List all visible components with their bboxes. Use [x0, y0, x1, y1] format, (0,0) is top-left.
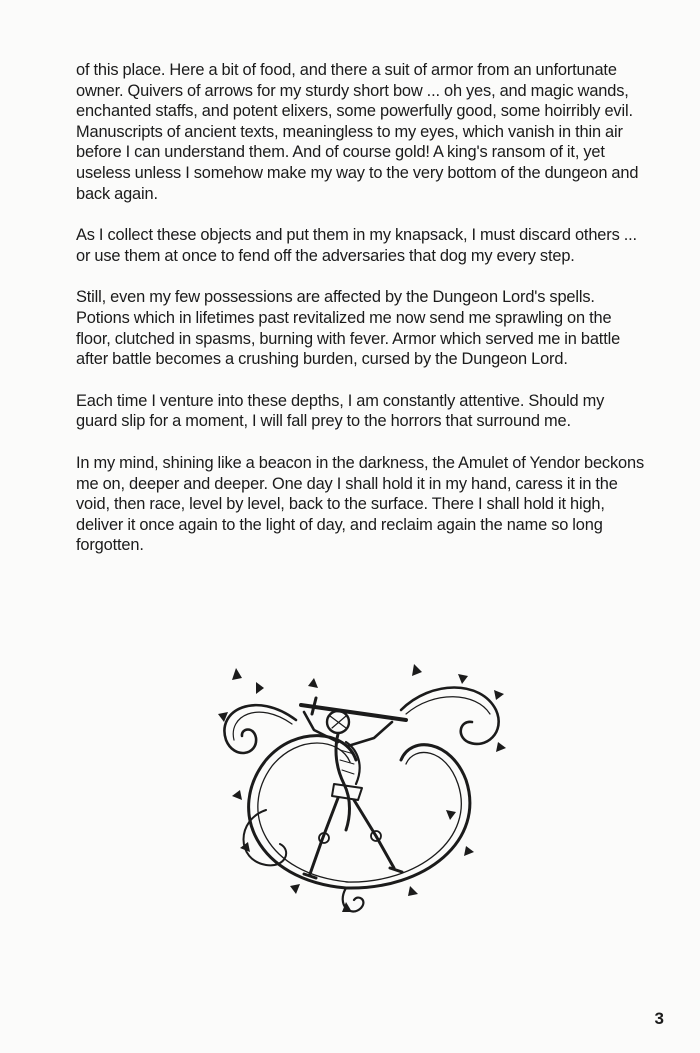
page-number: 3	[654, 1009, 664, 1028]
paragraph-2: As I collect these objects and put them in my knapsack, I must discard others ... or use them at once to fend off the adversaries that dog my every step.	[76, 226, 637, 265]
knight-illustration-svg	[196, 650, 516, 920]
knight-with-vines-illustration	[196, 650, 516, 920]
paragraph-1: of this place. Here a bit of food, and there a suit of armor from an unfortunate owner. Quivers of arrows for my sturdy short bow ... oh yes, and magic wands, enchanted staffs, and potent elixers, some powerfully good, some hoirribly evil. Manuscripts of ancient texts, meaningless to my eyes, which vanish in thin air before I can understand them. And of course gold! A king's ransom of it, yet useless unless I somehow make my way to the very bottom of the dungeon and back again.	[76, 61, 639, 203]
paragraph-5: In my mind, shining like a beacon in the darkness, the Amulet of Yendor beckons me on, deeper and deeper. One day I shall hold it in my hand, caress it in the void, then race, level by level, back to the surface. There I shall hold it high, deliver it once again to the light of day, and reclaim again the name so long forgotten.	[76, 453, 644, 555]
paragraph-4: Each time I venture into these depths, I am constantly attentive. Should my guard slip for a moment, I will fall prey to the horrors that surround me.	[76, 391, 605, 431]
body-text	[76, 60, 646, 577]
paragraph-3: Still, even my few possessions are affected by the Dungeon Lord's spells. Potions which in lifetimes past revitalized me now send me sprawling on the floor, clutched in spasms, burning with fever. Armor which served me in battle after battle becomes a crushing burden, cursed by the Dungeon Lord.	[76, 288, 621, 369]
